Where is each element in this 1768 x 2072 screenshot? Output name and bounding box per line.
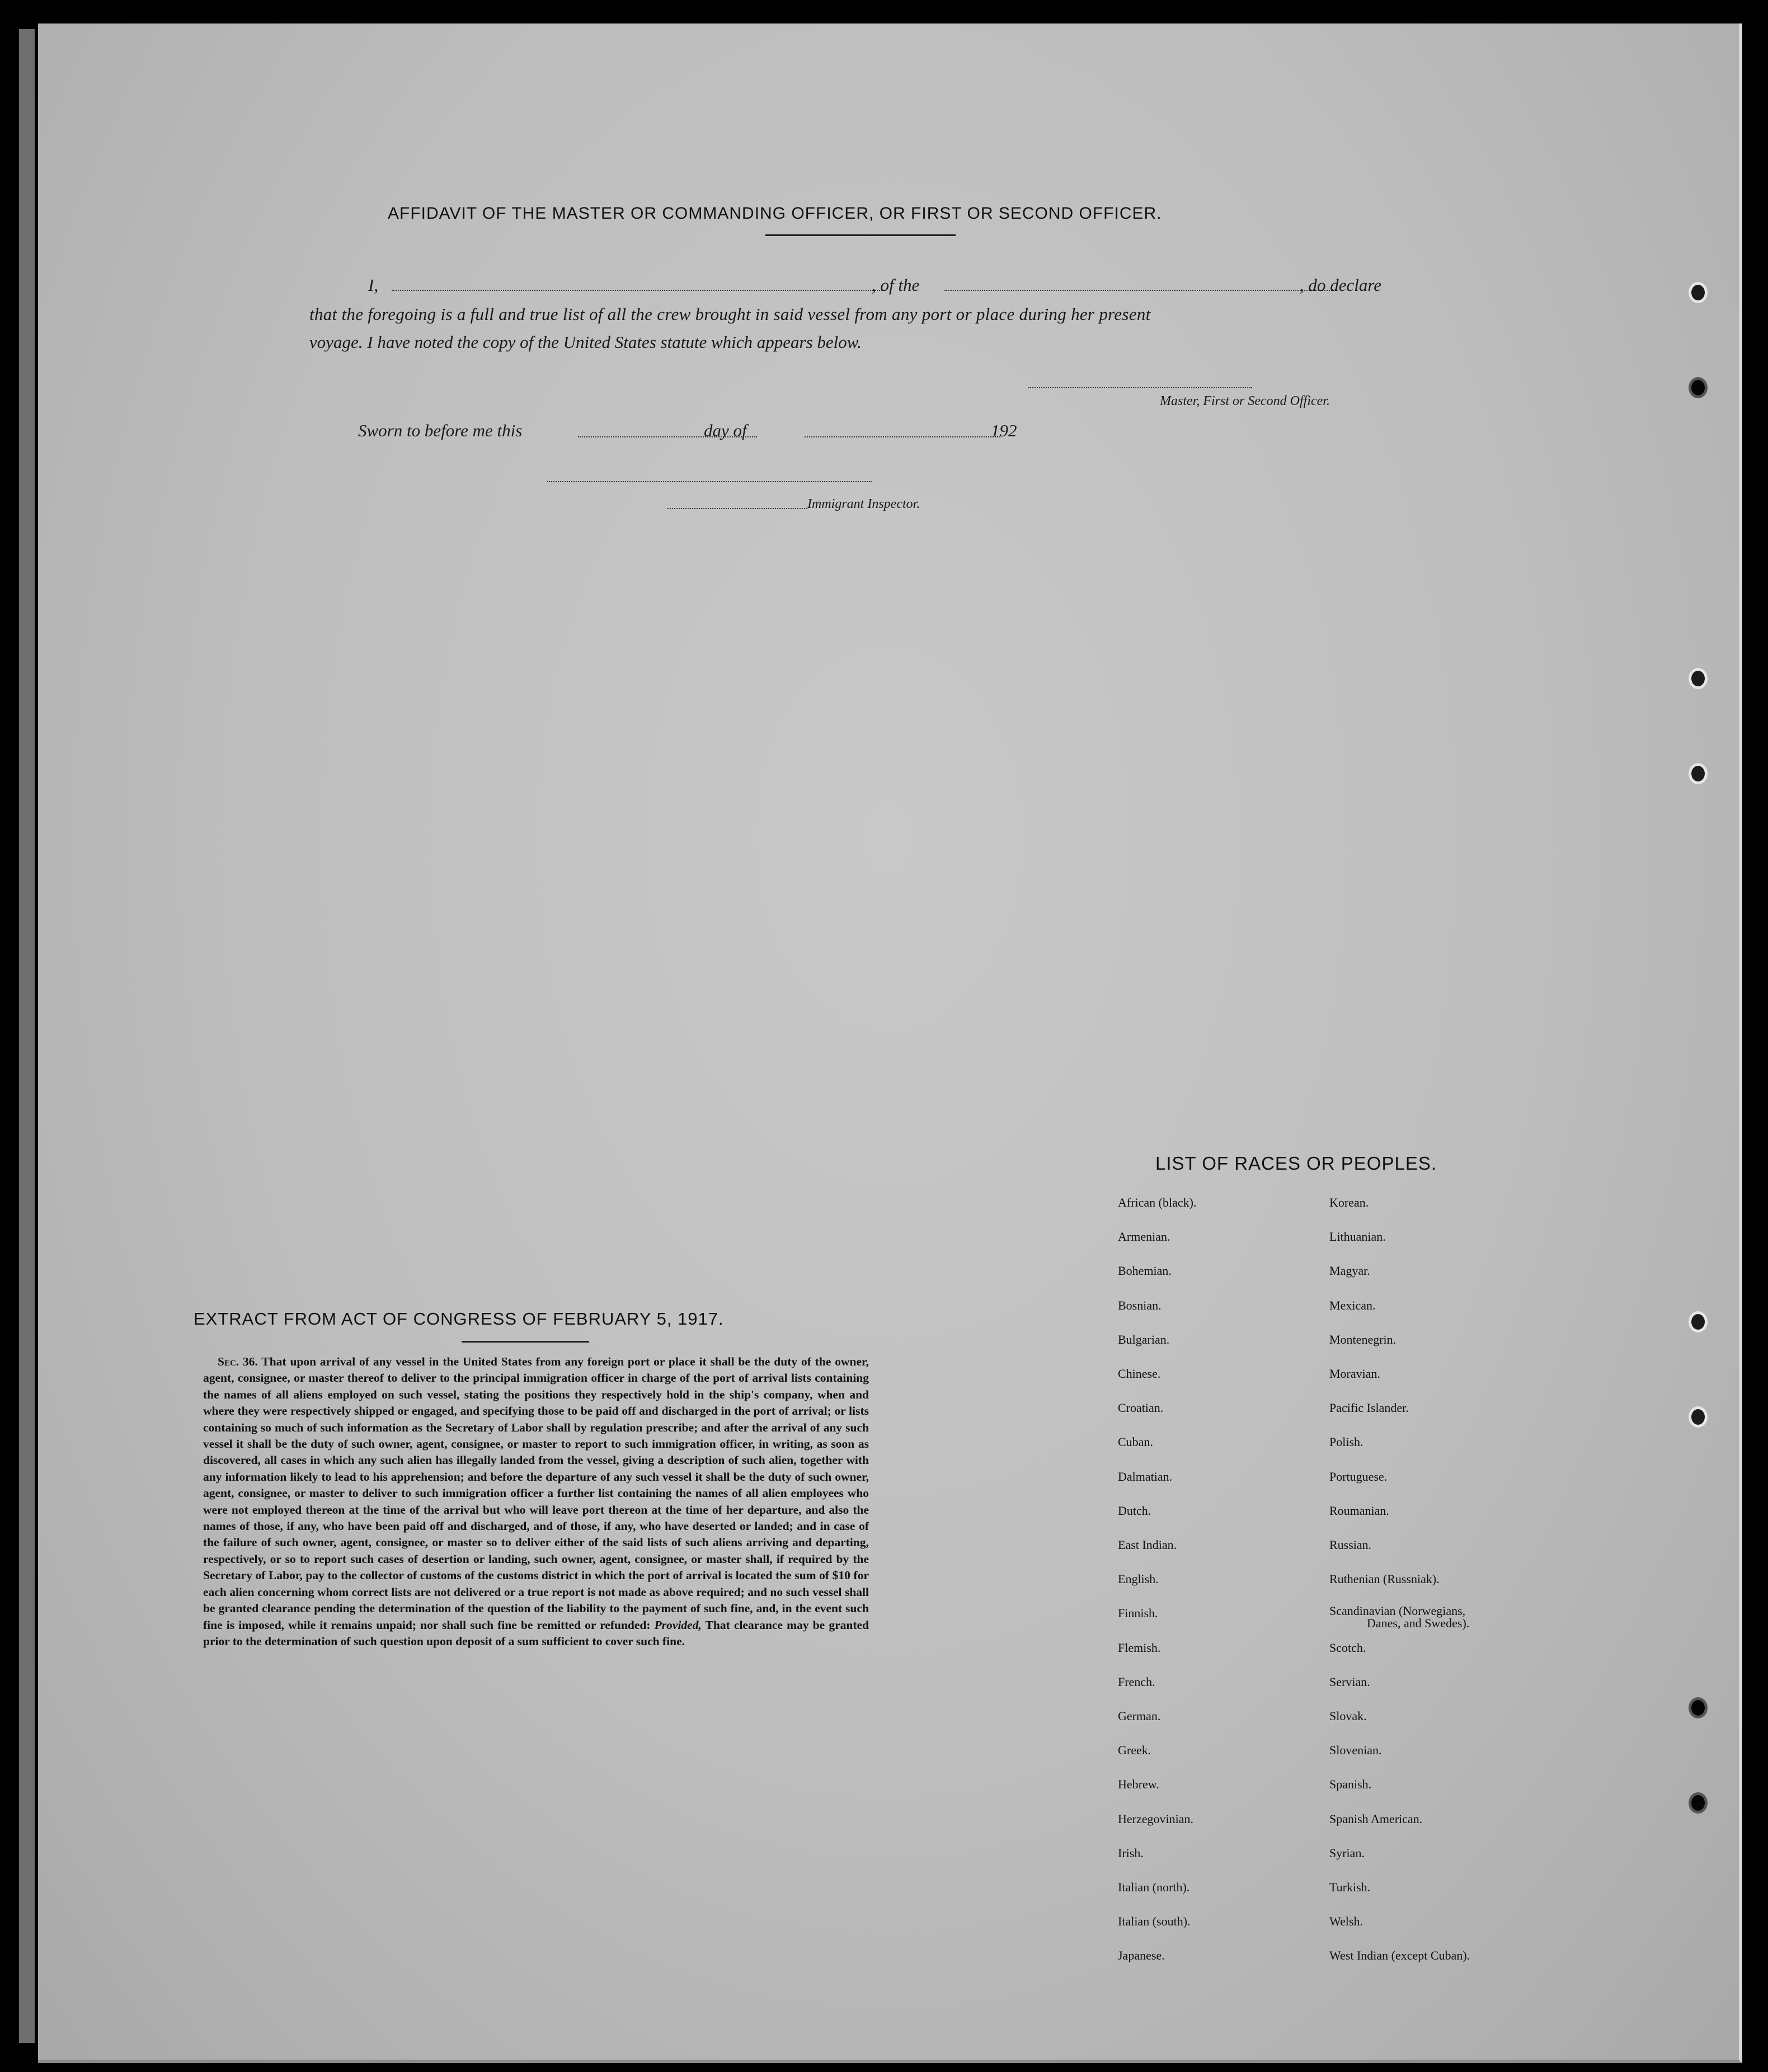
signature-label: Master, First or Second Officer. (1160, 394, 1330, 408)
inspector-blank-upper (547, 481, 872, 482)
race-item: Bohemian. (1118, 1264, 1172, 1278)
sworn-month-blank (805, 436, 1000, 437)
extract-text-end: That clearance may be granted prior to the determination of such question upon deposit of a sum sufficient to cover such fine. (203, 1618, 869, 1648)
race-item: Finnish. (1118, 1606, 1158, 1621)
race-item: Mexican. (1329, 1298, 1376, 1312)
race-item: Lithuanian. (1329, 1230, 1386, 1244)
race-item: Dutch. (1118, 1503, 1151, 1518)
extract-text: That upon arrival of any vessel in the United States from any foreign port or place it shall be the duty of the owner, agent, consignee, or master thereof to deliver to the principal immigration officer in charge of the port of arrival lists containing the names of all aliens employed on such vessel, stating the positions they respectively hold in the ship's company, when and where they were respectively shipped or engaged, and specifying those to be paid off and discharged in the port of arrival; or lists containing so much of such information as the Secretary of Labor shall by regulation prescribe; and after the arrival of any such vessel it shall be the duty of such owner, agent, consignee, or master to report to such immigration officer, in writing, as soon as discovered, all cases in which any such alien has illegally landed from the vessel, giving a description of such alien, together with any information likely to lead to his apprehension; and before the departure of any such vessel it shall be the duty of such owner, agent, consignee, or master to deliver to such immigration officer a further list containing the names of all alien employees who were not employed thereon at the time of the arrival but who will leave port thereon at the time of her departure, and also the names of those, if any, who have been paid off and discharged, and of those, if any, who have deserted or landed; and in case of the failure of such owner, agent, consignee, or master so to deliver either of the said lists of such aliens arriving and departing, respectively, or so to report such cases of desertion or landing, such owner, agent, consignee, or master shall, if required by the Secretary of Labor, pay to the collector of customs of the customs district in which the port of arrival is located the sum of $10 for each alien concerning whom correct lists are not delivered or a true report is not made as above required; and no such vessel shall be granted clearance pending the determination of the question of the liability to the payment of such fine, and, in the event such fine is imposed, while it remains unpaid; nor shall such fine be remitted or refunded: (203, 1355, 869, 1632)
affidavit-name-blank (392, 290, 884, 291)
affidavit-vessel-blank (944, 290, 1336, 291)
race-scandinavian-cont: Danes, and Swedes). (1367, 1616, 1470, 1630)
race-item: Polish. (1329, 1435, 1363, 1449)
race-item: Portuguese. (1329, 1469, 1388, 1484)
races-title: LIST OF RACES OR PEOPLES. (1155, 1153, 1437, 1174)
binder-hole (1689, 282, 1708, 303)
sworn-day-of: day of (704, 421, 747, 440)
race-item: Montenegrin. (1329, 1332, 1396, 1346)
extract-title: EXTRACT FROM ACT OF CONGRESS OF FEBRUARY 5, 1917. (194, 1309, 724, 1329)
race-item: Japanese. (1118, 1948, 1165, 1963)
race-item: West Indian (except Cuban). (1329, 1948, 1470, 1963)
affidavit-of-the: , of the (872, 275, 920, 295)
race-item: Moravian. (1329, 1367, 1381, 1381)
race-item: Turkish. (1329, 1880, 1371, 1894)
race-item: Russian. (1329, 1538, 1372, 1552)
race-item: Armenian. (1118, 1230, 1170, 1244)
race-item: Korean. (1329, 1195, 1369, 1209)
race-item: Scotch. (1329, 1640, 1366, 1655)
extract-provided: Provided, (654, 1618, 702, 1632)
race-item: Syrian. (1329, 1845, 1365, 1860)
race-item: Italian (south). (1118, 1914, 1191, 1929)
affidavit-line2: that the foregoing is a full and true list of all the crew brought in said vessel from any port or place during her present (309, 304, 1151, 324)
race-item: Slovak. (1329, 1709, 1367, 1723)
extract-body (203, 1354, 869, 1650)
race-item: Ruthenian (Russniak). (1329, 1572, 1440, 1586)
race-item: Chinese. (1118, 1367, 1161, 1381)
binder-hole (1689, 1697, 1708, 1718)
sworn-year: 192 (991, 421, 1017, 440)
race-item: Dalmatian. (1118, 1469, 1173, 1484)
binder-hole (1689, 1406, 1708, 1428)
race-item: Scandinavian (Norwegians, (1329, 1604, 1466, 1618)
binder-hole (1689, 763, 1708, 784)
race-item: Welsh. (1329, 1914, 1363, 1929)
binder-hole (1689, 1792, 1708, 1814)
race-item: Spanish. (1329, 1777, 1372, 1792)
race-item: Magyar. (1329, 1264, 1370, 1278)
race-item: Bosnian. (1118, 1298, 1162, 1312)
extract-sec-label: Sec. 36. (218, 1355, 258, 1368)
affidavit-do-declare: , do declare (1300, 275, 1382, 295)
race-item: French. (1118, 1674, 1155, 1689)
race-item: Cuban. (1118, 1435, 1153, 1449)
race-item: Slovenian. (1329, 1743, 1382, 1758)
extract-title-rule (462, 1341, 589, 1343)
race-item: Croatian. (1118, 1401, 1164, 1415)
race-item: Hebrew. (1118, 1777, 1159, 1792)
race-item: Roumanian. (1329, 1503, 1389, 1518)
inspector-label: Immigrant Inspector. (807, 497, 920, 511)
race-item: Irish. (1118, 1845, 1144, 1860)
race-item: Herzegovinian. (1118, 1811, 1193, 1826)
race-item: German. (1118, 1709, 1161, 1723)
binder-hole (1689, 377, 1708, 398)
race-item: Spanish American. (1329, 1811, 1423, 1826)
affidavit-title-rule (765, 234, 956, 236)
race-item: Greek. (1118, 1743, 1151, 1758)
race-item: Bulgarian. (1118, 1332, 1170, 1346)
affidavit-title: AFFIDAVIT OF THE MASTER OR COMMANDING OFFICER, OR FIRST OR SECOND OFFICER. (388, 204, 1162, 223)
inspector-blank-lower (667, 508, 807, 509)
affidavit-i: I, (368, 275, 379, 295)
document-sheet (38, 23, 1742, 2063)
binder-hole (1689, 668, 1708, 689)
race-item: East Indian. (1118, 1538, 1177, 1552)
binder-hole (1689, 1311, 1708, 1332)
race-item: Servian. (1329, 1674, 1370, 1689)
race-item: Italian (north). (1118, 1880, 1190, 1894)
race-item: English. (1118, 1572, 1159, 1586)
race-item: Flemish. (1118, 1640, 1161, 1655)
race-item: Pacific Islander. (1329, 1401, 1409, 1415)
race-item: African (black). (1118, 1195, 1197, 1209)
sworn-prefix: Sworn to before me this (358, 421, 523, 440)
affidavit-line3: voyage. I have noted the copy of the United States statute which appears below. (309, 332, 862, 352)
signature-blank (1028, 387, 1252, 388)
